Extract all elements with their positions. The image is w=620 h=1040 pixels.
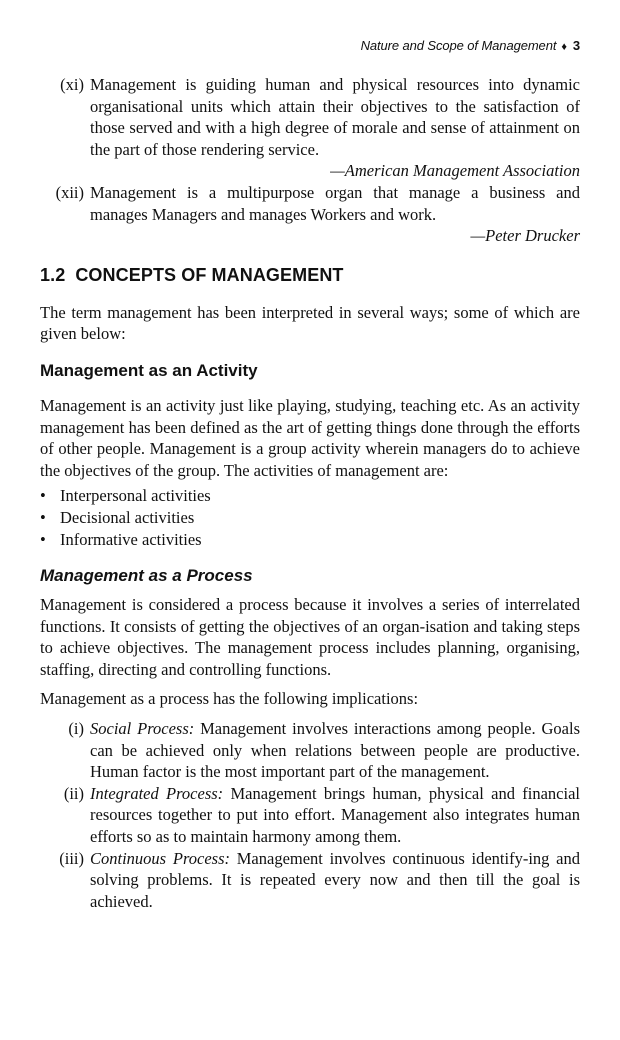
implication-number: (i) [68, 719, 84, 739]
definition-attribution: —Peter Drucker [470, 226, 580, 246]
implication-term: Integrated Process: [90, 783, 224, 803]
section-intro: The term management has been interpreted in several ways; some of which are given below: [40, 302, 580, 344]
section-number: 1.2 [40, 264, 66, 285]
activity-paragraph: Management is an activity just like playing, studying, teaching etc. As an activity management has been defined as the art of getting things done through the efforts of other people. Management is a group activity wherein managers do to achieve the objectives of the group. The activities of management are: [40, 395, 580, 480]
definition-text: Management is guiding human and physical resources into dynamic organisational units which attain their objectives to the satisfaction of those served and with a high degree of morale and sense of attainment on the part of those rendering service. [90, 75, 580, 159]
implications-intro: Management as a process has the following implications: [40, 689, 419, 709]
definition-number: (xi) [60, 75, 84, 94]
implication-number: (iii) [59, 848, 84, 868]
activity-heading: Management as an Activity [40, 360, 258, 380]
definition-attribution: —American Management Association [330, 161, 580, 181]
page-number: 3 [572, 38, 580, 53]
implication-text: Management involves continuous identify-ing and solving problems. It is repeated every now and then till the goal is achieved. [90, 848, 580, 911]
process-heading: Management as a Process [40, 566, 253, 586]
bullet-icon: • [40, 486, 46, 506]
implication-item [40, 848, 580, 913]
implication-item [40, 718, 580, 783]
section-title: CONCEPTS OF MANAGEMENT [75, 264, 344, 285]
implication-term: Social Process: [90, 719, 195, 739]
running-header [361, 38, 580, 53]
list-item-text: Interpersonal activities [60, 486, 211, 506]
implication-text: Management involves interactions among people. Goals can be achieved only when relations between people are productive. Human factor is the most important part of the management. [90, 719, 580, 782]
definition-item [40, 182, 580, 225]
definition-number: (xii) [55, 182, 84, 202]
implication-item [40, 783, 580, 848]
bullet-icon: • [40, 529, 46, 549]
implication-number: (ii) [63, 783, 84, 803]
section-heading [40, 265, 580, 286]
list-item-text: Decisional activities [60, 507, 195, 527]
running-title: Nature and Scope of Management [360, 38, 557, 53]
list-item [40, 485, 580, 507]
definition-item [40, 74, 580, 160]
page-content [40, 74, 580, 912]
process-paragraph: Management is considered a process because it involves a series of interrelated functions. It consists of getting the objectives of an organ-isation and taking steps to achieve objectives. The management process includes planning, organising, staffing, directing and controlling functions. [40, 595, 580, 679]
list-item-text: Informative activities [60, 529, 202, 549]
implication-term: Continuous Process: [90, 848, 230, 868]
list-item [40, 507, 580, 529]
definition-text: Management is a multipurpose organ that manage a business and manages Managers and manages Workers and work. [90, 182, 580, 224]
list-item [40, 529, 580, 551]
activity-bullet-list [40, 485, 580, 550]
diamond-icon: ♦ [561, 41, 567, 53]
bullet-icon: • [40, 507, 46, 527]
implication-text: Management brings human, physical and financial resources together to put into effort. Management also integrates human efforts so as to maintain harmony among them. [90, 783, 580, 847]
